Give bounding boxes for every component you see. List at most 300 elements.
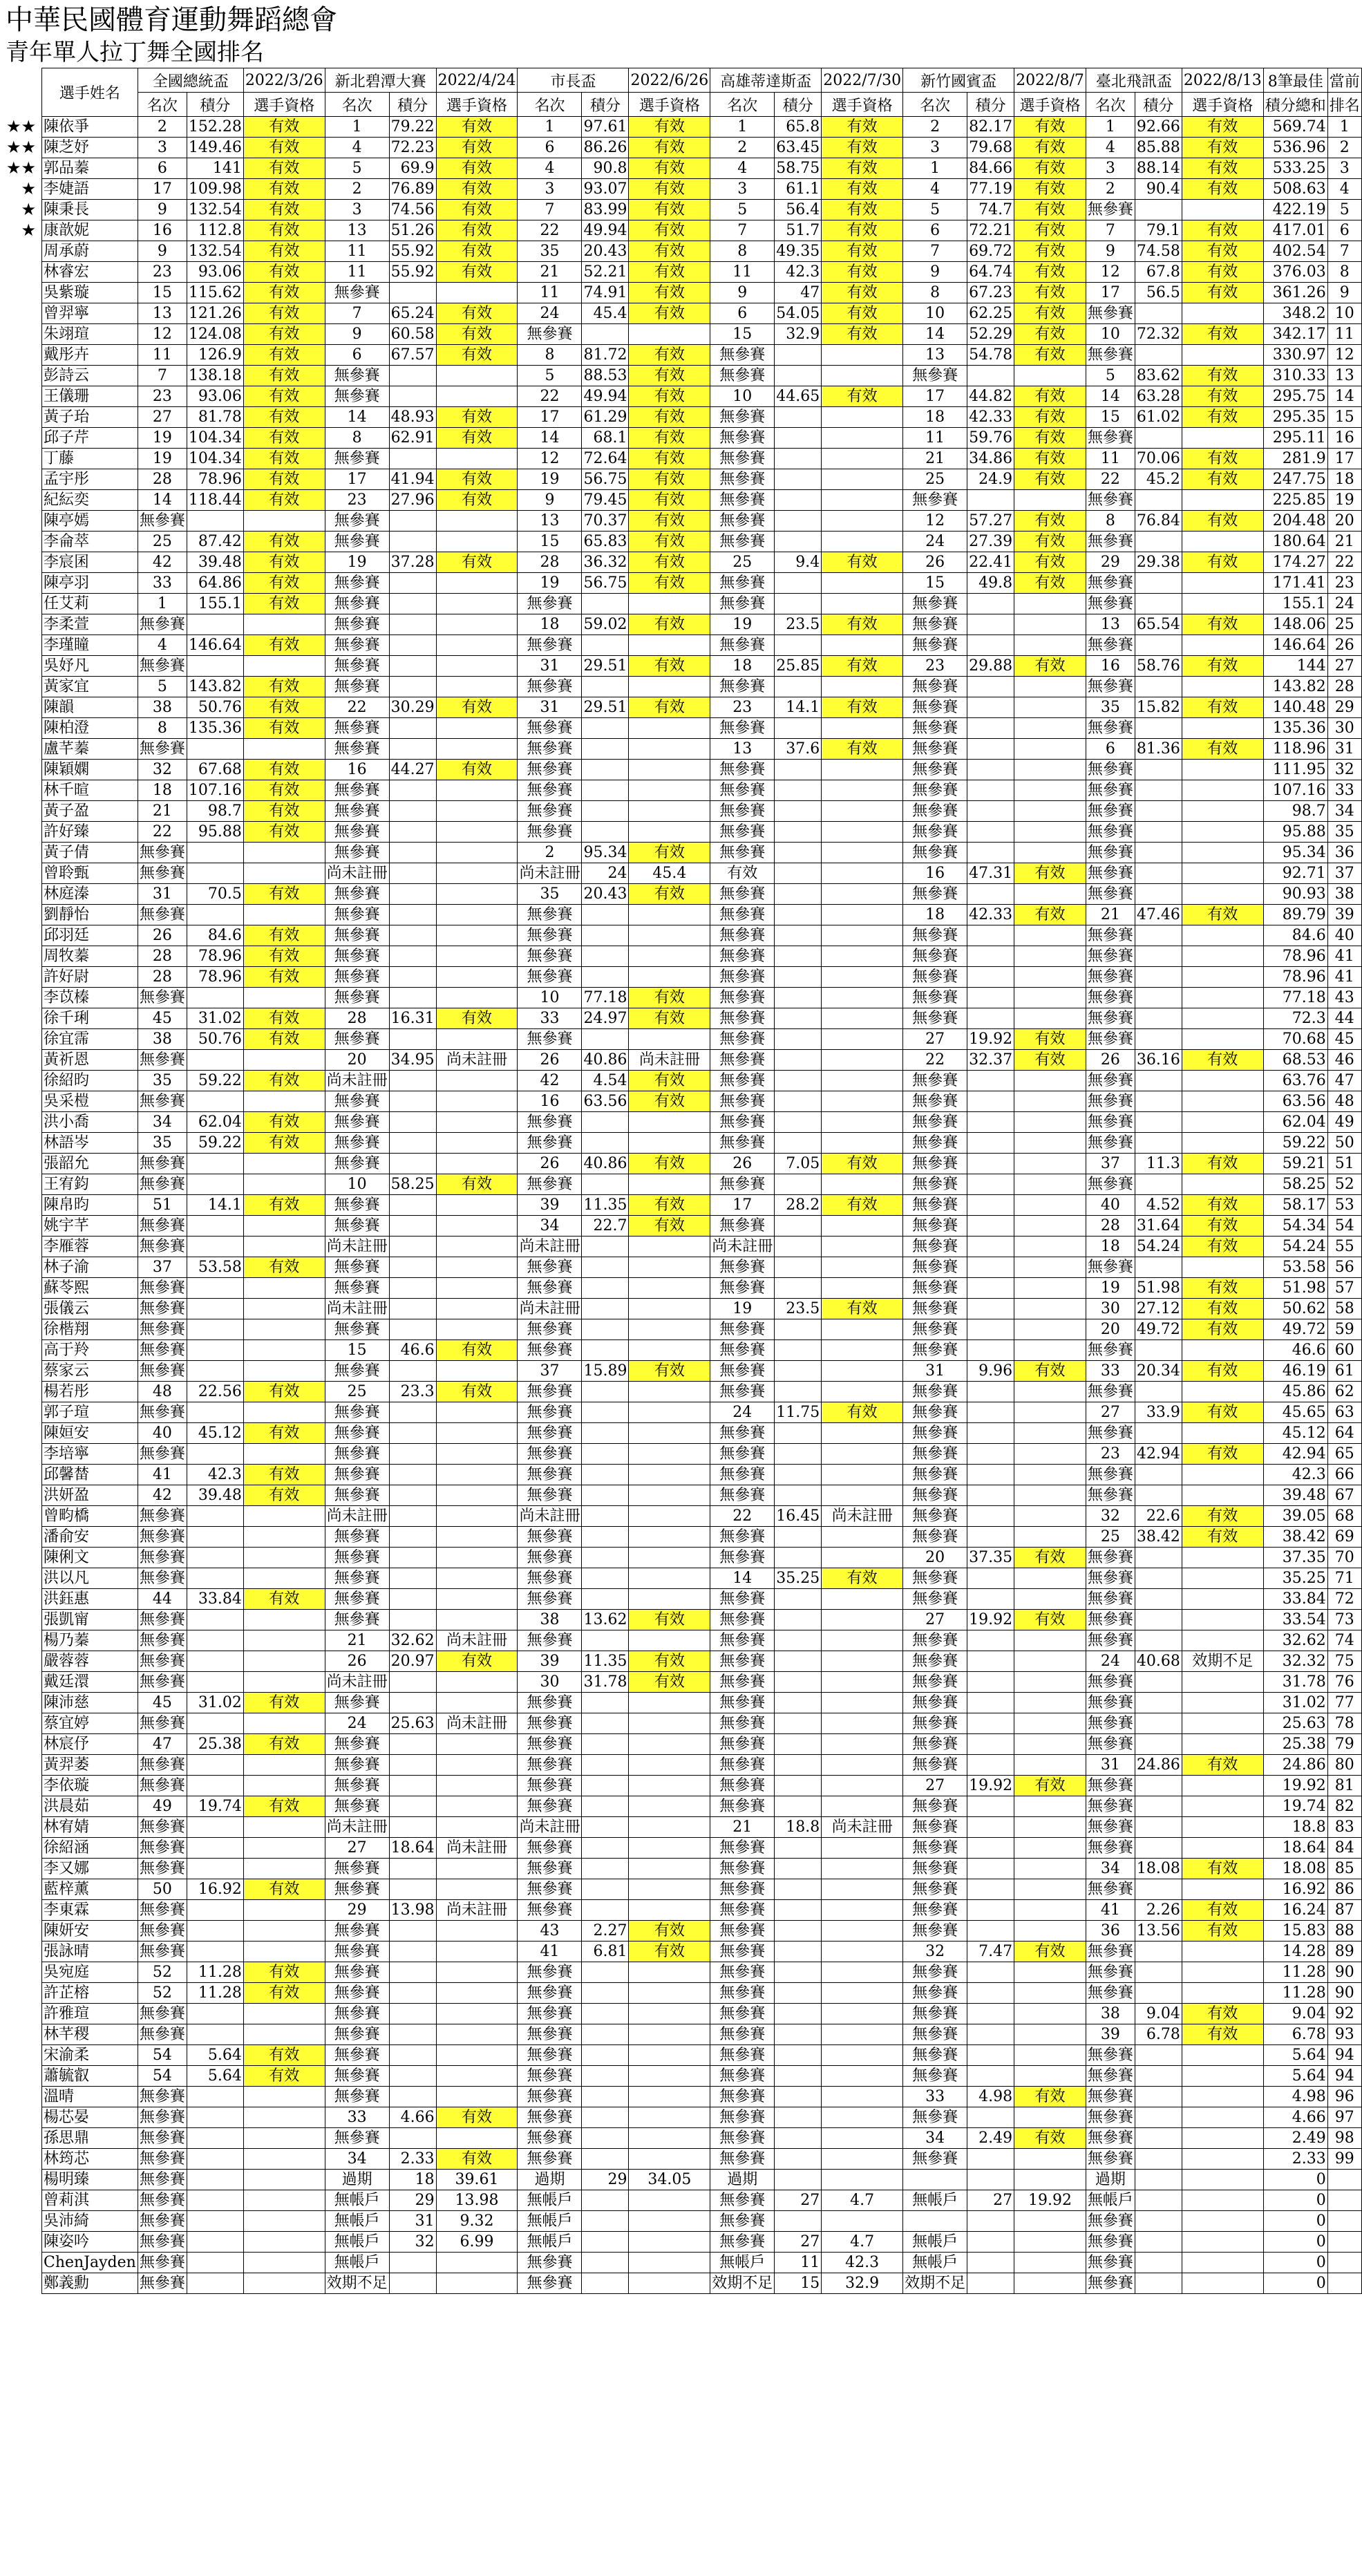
eligibility-cell [1014, 1817, 1086, 1838]
current-rank: 77 [1327, 1693, 1361, 1713]
placing-cell: 無參賽 [518, 2045, 582, 2066]
points-cell: 24.97 [582, 1008, 629, 1029]
eligibility-cell [1182, 1672, 1263, 1693]
eligibility-cell [1014, 946, 1086, 967]
placing-cell: 無參賽 [1086, 1257, 1135, 1278]
points-cell [1135, 2170, 1182, 2190]
points-cell: 23.5 [775, 614, 822, 635]
placing-cell: 無參賽 [518, 780, 582, 801]
placing-cell: 32 [138, 760, 187, 780]
points-cell [1135, 1776, 1182, 1796]
placing-cell: 無參賽 [710, 1008, 775, 1029]
table-row [42, 1382, 1362, 1402]
points-cell [967, 1859, 1014, 1879]
placing-cell: 23 [325, 490, 389, 511]
total-points: 204.48 [1263, 511, 1327, 532]
placing-cell: 無參賽 [325, 1693, 389, 1713]
player-name: 林子渝 [42, 1257, 138, 1278]
placing-cell: 22 [325, 697, 389, 718]
placing-cell: 無參賽 [325, 366, 389, 386]
points-cell [1135, 925, 1182, 946]
placing-cell: 無參賽 [1086, 1485, 1135, 1506]
placing-cell: 41 [518, 1942, 582, 1962]
placing-cell: 效期不足 [325, 2273, 389, 2294]
player-name: 李柔萱 [42, 614, 138, 635]
eligibility-cell [436, 1506, 518, 1527]
points-cell: 138.18 [187, 366, 243, 386]
rank-star [0, 1651, 39, 1671]
points-cell [967, 1713, 1014, 1734]
eligibility-cell: 有效 [243, 324, 325, 345]
eligibility-cell: 有效 [1182, 1154, 1263, 1174]
points-cell [967, 1195, 1014, 1216]
eligibility-cell [822, 1796, 903, 1817]
eligibility-cell [436, 1029, 518, 1050]
eligibility-cell: 有效 [1182, 324, 1263, 345]
table-row [42, 1154, 1362, 1174]
total-points: 118.96 [1263, 739, 1327, 760]
placing-cell: 無參賽 [325, 1257, 389, 1278]
points-cell [187, 1091, 243, 1112]
placing-cell: 1 [518, 117, 582, 138]
total-points: 155.1 [1263, 594, 1327, 614]
player-name: 陳姿吟 [42, 2232, 138, 2253]
eligibility-cell: 有效 [1182, 1402, 1263, 1423]
rank-star [0, 1422, 39, 1443]
eligibility-cell [822, 988, 903, 1008]
table-row [42, 1050, 1362, 1071]
points-cell [1135, 2232, 1182, 2253]
player-name: 藍梓薰 [42, 1879, 138, 1900]
eligibility-cell [1014, 2149, 1086, 2170]
total-points: 32.32 [1263, 1651, 1327, 1672]
points-cell [187, 1174, 243, 1195]
player-name: 戴彤卉 [42, 345, 138, 366]
table-row [42, 1568, 1362, 1589]
eligibility-cell [436, 1610, 518, 1630]
eligibility-cell [629, 2190, 710, 2211]
eligibility-cell: 有效 [243, 1008, 325, 1029]
total-points: 31.02 [1263, 1693, 1327, 1713]
eligibility-cell [822, 1734, 903, 1755]
eligibility-cell [1014, 988, 1086, 1008]
eligibility-cell [1182, 345, 1263, 366]
points-cell [582, 946, 629, 967]
eligibility-cell [822, 1423, 903, 1444]
placing-cell: 無參賽 [710, 1423, 775, 1444]
points-cell: 4.66 [389, 2107, 436, 2128]
eligibility-cell: 有效 [629, 241, 710, 262]
eligibility-cell [1182, 884, 1263, 905]
points-cell: 24 [582, 863, 629, 884]
placing-cell: 無參賽 [518, 1796, 582, 1817]
eligibility-cell: 有效 [629, 158, 710, 179]
points-cell: 49.94 [582, 220, 629, 241]
points-cell: 67.68 [187, 760, 243, 780]
eligibility-cell [629, 1527, 710, 1548]
rank-star [0, 1754, 39, 1775]
rank-star [0, 1070, 39, 1091]
placing-cell: 無帳戶 [1086, 2190, 1135, 2211]
points-cell [1135, 1630, 1182, 1651]
current-rank: 85 [1327, 1859, 1361, 1879]
placing-cell: 無參賽 [325, 1444, 389, 1465]
current-rank: 43 [1327, 988, 1361, 1008]
table-row [42, 1548, 1362, 1568]
points-cell: 27 [775, 2190, 822, 2211]
eligibility-cell: 有效 [629, 428, 710, 449]
points-cell [967, 697, 1014, 718]
placing-cell: 無參賽 [138, 1361, 187, 1382]
points-cell [389, 1610, 436, 1630]
points-cell: 27 [967, 2190, 1014, 2211]
eligibility-cell [1182, 2170, 1263, 2190]
points-cell: 33.84 [187, 1589, 243, 1610]
points-cell [582, 677, 629, 697]
total-points: 38.42 [1263, 1527, 1327, 1548]
points-cell [1135, 345, 1182, 366]
rank-star [0, 386, 39, 406]
points-cell [187, 2232, 243, 2253]
placing-cell: 無參賽 [325, 573, 389, 594]
eligibility-cell: 有效 [436, 1174, 518, 1195]
placing-cell: 無參賽 [903, 1983, 967, 2004]
placing-cell: 無參賽 [325, 1527, 389, 1548]
points-cell [187, 1402, 243, 1423]
placing-cell: 無參賽 [138, 1838, 187, 1859]
placing-cell: 無參賽 [1086, 573, 1135, 594]
points-cell: 32.37 [967, 1050, 1014, 1071]
placing-cell: 21 [138, 801, 187, 822]
total-points: 11.28 [1263, 1962, 1327, 1983]
eligibility-cell: 有效 [1014, 345, 1086, 366]
placing-cell: 34 [138, 1112, 187, 1133]
header-row-sub [42, 93, 1362, 117]
placing-cell: 無參賽 [138, 2107, 187, 2128]
event-header-4: 高雄蒂達斯盃 [710, 68, 822, 93]
points-cell [1135, 2087, 1182, 2107]
table-row [42, 2149, 1362, 2170]
rank-star [0, 2065, 39, 2086]
eligibility-cell: 有效 [822, 262, 903, 283]
points-cell: 81.72 [582, 345, 629, 366]
player-name: 李培寧 [42, 1444, 138, 1465]
points-cell: 7.05 [775, 1154, 822, 1174]
eligibility-cell: 有效 [1182, 241, 1263, 262]
placing-cell: 45 [138, 1693, 187, 1713]
eligibility-cell: 有效 [822, 656, 903, 677]
points-cell: 72.23 [389, 138, 436, 158]
eligibility-cell: 6.99 [436, 2232, 518, 2253]
total-points: 42.3 [1263, 1465, 1327, 1485]
points-cell: 72.64 [582, 449, 629, 469]
eligibility-cell: 有效 [1182, 905, 1263, 925]
placing-cell: 12 [518, 449, 582, 469]
eligibility-cell: 有效 [1014, 179, 1086, 200]
points-cell: 69.72 [967, 241, 1014, 262]
col-subheader: 選手資格 [243, 93, 325, 117]
points-cell [187, 656, 243, 677]
points-cell [967, 2211, 1014, 2232]
placing-cell: 7 [903, 241, 967, 262]
points-cell: 11.28 [187, 1962, 243, 1983]
points-cell [389, 449, 436, 469]
rank-star [0, 1049, 39, 1070]
points-cell [389, 1942, 436, 1962]
placing-cell: 無參賽 [710, 635, 775, 656]
eligibility-cell [436, 1548, 518, 1568]
rank-star [0, 531, 39, 552]
eligibility-cell [629, 718, 710, 739]
placing-cell: 18 [1086, 1237, 1135, 1257]
placing-cell: 無參賽 [138, 1340, 187, 1361]
rank-star [0, 1153, 39, 1174]
eligibility-cell [243, 863, 325, 884]
eligibility-cell: 有效 [1182, 158, 1263, 179]
placing-cell: 尚未註冊 [325, 1672, 389, 1693]
table-row [42, 1983, 1362, 2004]
eligibility-cell [1014, 1651, 1086, 1672]
points-cell [775, 635, 822, 656]
points-cell: 52.21 [582, 262, 629, 283]
placing-cell: 17 [1086, 283, 1135, 303]
placing-cell: 無參賽 [325, 946, 389, 967]
placing-cell: 無參賽 [903, 1506, 967, 1527]
points-cell: 95.34 [582, 843, 629, 863]
eligibility-cell [1014, 1672, 1086, 1693]
table-row [42, 366, 1362, 386]
eligibility-cell [436, 1154, 518, 1174]
placing-cell: 無參賽 [710, 2211, 775, 2232]
eligibility-cell [243, 1278, 325, 1299]
points-cell [389, 801, 436, 822]
placing-cell: 無參賽 [325, 1568, 389, 1589]
table-row [42, 552, 1362, 573]
placing-cell: 9 [710, 283, 775, 303]
player-name: 李瑾瞳 [42, 635, 138, 656]
eligibility-cell [629, 801, 710, 822]
points-cell [389, 2004, 436, 2024]
current-rank: 82 [1327, 1796, 1361, 1817]
points-cell: 54.05 [775, 303, 822, 324]
points-cell [967, 1672, 1014, 1693]
eligibility-cell: 有效 [1182, 2004, 1263, 2024]
eligibility-cell: 有效 [822, 324, 903, 345]
table-row [42, 677, 1362, 697]
eligibility-cell: 有效 [436, 407, 518, 428]
total-points: 54.24 [1263, 1237, 1327, 1257]
placing-cell: 21 [903, 449, 967, 469]
event-header-6: 臺北飛訊盃 [1086, 68, 1182, 93]
placing-cell: 14 [710, 1568, 775, 1589]
eligibility-cell: 有效 [1182, 1527, 1263, 1548]
points-cell [582, 1879, 629, 1900]
placing-cell: 無參賽 [325, 449, 389, 469]
placing-cell: 無參賽 [138, 1216, 187, 1237]
points-cell [967, 1091, 1014, 1112]
placing-cell: 無參賽 [138, 2170, 187, 2190]
eligibility-cell [1182, 2190, 1263, 2211]
eligibility-cell [629, 2149, 710, 2170]
eligibility-cell [243, 2253, 325, 2273]
placing-cell: 無參賽 [710, 1672, 775, 1693]
star-column [0, 116, 39, 2293]
points-cell [1135, 1382, 1182, 1402]
placing-cell: 無參賽 [710, 801, 775, 822]
points-cell: 56.4 [775, 200, 822, 220]
placing-cell: 無參賽 [903, 1444, 967, 1465]
points-cell [967, 635, 1014, 656]
player-name: 林宥婧 [42, 1817, 138, 1838]
rank-star [0, 1962, 39, 1982]
placing-cell: 40 [138, 1423, 187, 1444]
eligibility-cell: 有效 [243, 1589, 325, 1610]
placing-cell: 無參賽 [138, 1548, 187, 1568]
eligibility-cell [243, 2004, 325, 2024]
points-cell [187, 511, 243, 532]
player-name: 陳韻 [42, 697, 138, 718]
points-cell [967, 822, 1014, 843]
points-cell [967, 2170, 1014, 2190]
points-cell: 36.32 [582, 552, 629, 573]
eligibility-cell: 有效 [1182, 138, 1263, 158]
points-cell [187, 1506, 243, 1527]
placing-cell: 無參賽 [325, 2066, 389, 2087]
eligibility-cell [436, 1485, 518, 1506]
placing-cell: 無參賽 [518, 324, 582, 345]
points-cell: 37.28 [389, 552, 436, 573]
col-header-name: 選手姓名 [42, 68, 138, 117]
eligibility-cell [243, 2087, 325, 2107]
eligibility-cell: 有效 [1014, 863, 1086, 884]
points-cell: 146.64 [187, 635, 243, 656]
eligibility-cell [1182, 1838, 1263, 1859]
current-rank: 96 [1327, 2087, 1361, 2107]
placing-cell: 無參賽 [1086, 1776, 1135, 1796]
rank-star [0, 406, 39, 427]
placing-cell: 無參賽 [325, 988, 389, 1008]
total-points: 361.26 [1263, 283, 1327, 303]
eligibility-cell [243, 1548, 325, 1568]
rank-star [0, 1816, 39, 1837]
table-row [42, 925, 1362, 946]
points-cell [582, 1900, 629, 1921]
points-cell [1135, 822, 1182, 843]
table-row [42, 1838, 1362, 1859]
placing-cell: 28 [1086, 1216, 1135, 1237]
total-points: 6.78 [1263, 2024, 1327, 2045]
player-name: 朱翊瑄 [42, 324, 138, 345]
eligibility-cell: 有效 [822, 179, 903, 200]
placing-cell: 無參賽 [903, 697, 967, 718]
eligibility-cell [243, 1506, 325, 1527]
eligibility-cell [436, 905, 518, 925]
placing-cell: 15 [710, 324, 775, 345]
placing-cell: 無參賽 [710, 1942, 775, 1962]
eligibility-cell: 有效 [629, 117, 710, 138]
points-cell: 35.25 [775, 1568, 822, 1589]
points-cell [582, 2066, 629, 2087]
eligibility-cell: 有效 [822, 386, 903, 407]
placing-cell: 無參賽 [518, 594, 582, 614]
placing-cell: 無參賽 [518, 1133, 582, 1154]
eligibility-cell: 尚未註冊 [436, 1900, 518, 1921]
eligibility-cell: 有效 [629, 511, 710, 532]
col-subheader: 名次 [138, 93, 187, 117]
rank-star [0, 1319, 39, 1339]
eligibility-cell [629, 2128, 710, 2149]
eligibility-cell [1014, 1071, 1086, 1091]
points-cell [582, 2232, 629, 2253]
placing-cell: 無參賽 [1086, 884, 1135, 905]
points-cell: 27.39 [967, 532, 1014, 552]
points-cell: 55.92 [389, 262, 436, 283]
points-cell: 11.35 [582, 1195, 629, 1216]
placing-cell: 17 [710, 1195, 775, 1216]
points-cell [582, 1174, 629, 1195]
points-cell [967, 1423, 1014, 1444]
player-name: 黃子珆 [42, 407, 138, 428]
eligibility-cell: 有效 [1182, 739, 1263, 760]
points-cell [389, 366, 436, 386]
eligibility-cell [822, 677, 903, 697]
placing-cell: 無參賽 [1086, 1071, 1135, 1091]
eligibility-cell [1014, 1402, 1086, 1423]
player-name: 周承蔚 [42, 241, 138, 262]
points-cell: 9.96 [967, 1361, 1014, 1382]
total-points: 148.06 [1263, 614, 1327, 635]
placing-cell: 無參賽 [903, 925, 967, 946]
placing-cell: 無參賽 [518, 1713, 582, 1734]
placing-cell: 無參賽 [903, 1465, 967, 1485]
rank-star: ★ [21, 200, 36, 219]
points-cell [967, 1506, 1014, 1527]
points-cell: 98.7 [187, 801, 243, 822]
table-row [42, 2107, 1362, 2128]
points-cell: 42.33 [967, 905, 1014, 925]
col-header-rank: 當前 [1327, 68, 1361, 93]
eligibility-cell: 有效 [243, 573, 325, 594]
points-cell: 25.63 [389, 1713, 436, 1734]
points-cell: 143.82 [187, 677, 243, 697]
table-row [42, 656, 1362, 677]
placing-cell: 無參賽 [1086, 1112, 1135, 1133]
total-points: 295.11 [1263, 428, 1327, 449]
placing-cell: 尚未註冊 [710, 1237, 775, 1257]
points-cell [582, 1817, 629, 1838]
points-cell: 23.3 [389, 1382, 436, 1402]
current-rank [1327, 2273, 1361, 2294]
points-cell [389, 1485, 436, 1506]
placing-cell: 無參賽 [710, 469, 775, 490]
points-cell: 93.07 [582, 179, 629, 200]
points-cell: 63.56 [582, 1091, 629, 1112]
eligibility-cell [436, 1921, 518, 1942]
rank-star [0, 1091, 39, 1111]
eligibility-cell [1014, 1216, 1086, 1237]
placing-cell: 10 [903, 303, 967, 324]
placing-cell: 尚未註冊 [518, 863, 582, 884]
placing-cell: 33 [138, 573, 187, 594]
eligibility-cell: 有效 [243, 1962, 325, 1983]
eligibility-cell [436, 1589, 518, 1610]
points-cell [187, 1630, 243, 1651]
placing-cell: 無參賽 [325, 1983, 389, 2004]
eligibility-cell [629, 1382, 710, 1402]
eligibility-cell [1014, 1796, 1086, 1817]
placing-cell: 無參賽 [903, 1962, 967, 1983]
current-rank: 36 [1327, 843, 1361, 863]
